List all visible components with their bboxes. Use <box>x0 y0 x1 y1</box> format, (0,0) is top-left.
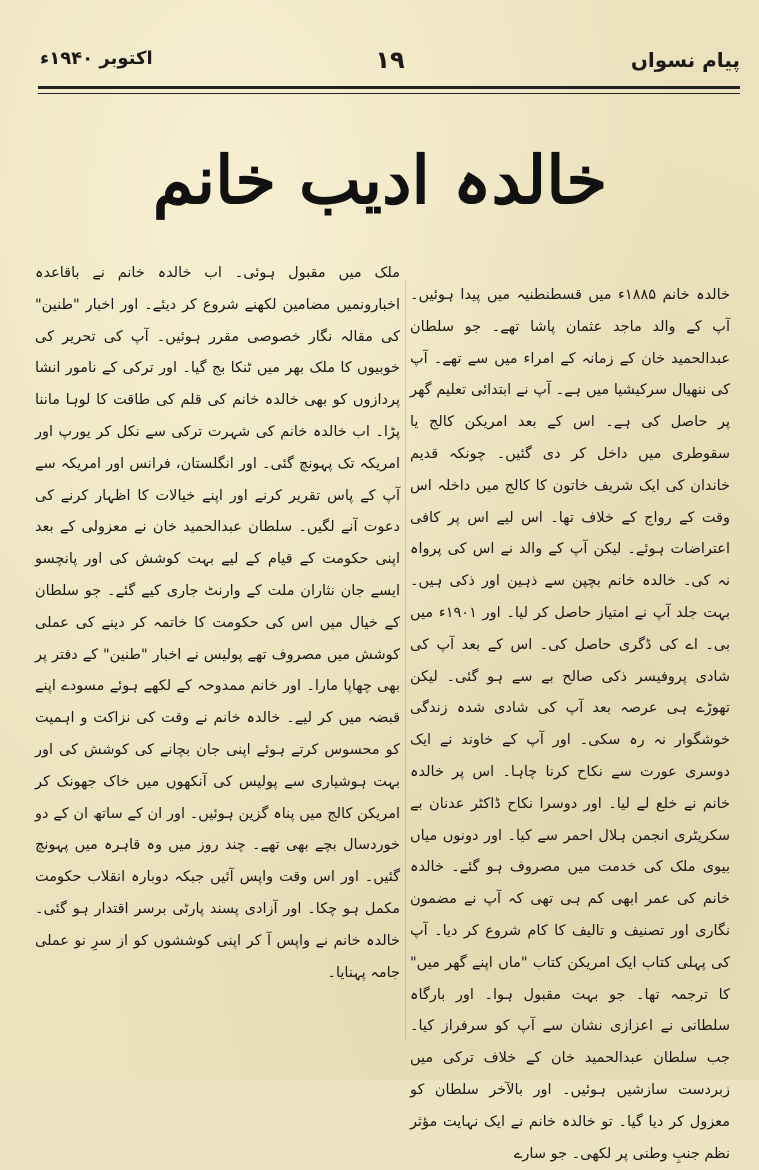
column-left-text: ملک میں مقبول ہوئی۔ اب خالدہ خانم نے باقاعدہ اخبارونمیں مضامین لکھنے شروع کر دیئے۔ اور اخبار "طنین" کی مقالہ نگار خصوصی مقرر ہوئیں۔ آپ کی تحریر کی خوبیوں کا ملک بھر میں ٹنکا بج گیا۔ اور ترکی کے نامور انشا پردازوں کو بھی خالدہ خانم کی قلم کی طاقت کا لوہا ماننا پڑا۔ اب خالدہ خانم کی شہرت ترکی سے نکل کر یورپ اور امریکہ تک پہونچ گئی۔ اور انگلستان، فرانس اور امریکہ سے آپ کے پاس تقریر کرنے اور اپنے خیالات کا اظہار کرنے کی دعوت آنے لگیں۔ سلطان عبدالحمید خان نے معزولی کے بعد اپنی حکومت کے قیام کے لیے بہت کوشش کی اور پانچسو ایسے جان نثاران ملت کے وارنٹ جاری کیے گئے۔ جو سلطان کے خیال میں اس کی حکومت کا خاتمہ کر دینے کی عملی کوشش میں مصروف تھے پولیس نے اخبار "طنین" کے دفتر پر بھی چھاپا مارا۔ اور خانم ممدوحہ کے لکھے ہوئے مسودے اپنے قبضہ میں کر لیے۔ خالدہ خانم نے وقت کی نزاکت و اہمیت کو محسوس کرتے ہوئے اپنی جان بچانے کی کوشش کی اور بہت ہوشیاری سے پولیس کی آنکھوں میں خاک جھونک کر امریکن کالج میں پناہ گزین ہوئیں۔ اور ان کے ساتھ ان کے دو خوردسال بچے بھی تھے۔ چند روز میں وہ قاہرہ میں پہونچ گئیں۔ اور اس وقت واپس آئیں جبکہ دوبارہ انقلاب حکومت مکمل ہو چکا۔ اور آزادی پسند پارٹی برسر اقتدار ہو گئی۔ خالدہ خانم نے واپس آ کر اپنی کوششوں کو از سرِ نو عملی جامہ پہنایا۔ <box>35 265 400 981</box>
article-column-left <box>35 258 400 989</box>
page-number: ۱۹ <box>375 46 405 74</box>
header-rule-thin <box>38 93 740 94</box>
column-divider <box>405 280 406 1040</box>
page-header <box>40 40 740 90</box>
article-title: خالدہ ادیب خانم <box>152 141 608 219</box>
column-right-text: خالدہ خانم ۱۸۸۵ء میں قسطنطنیہ میں پیدا ہوئیں۔ آپ کے والد ماجد عثمان پاشا تھے۔ جو سلطان عبدالحمید خان کے زمانہ کے امراء میں سے تھے۔ آپ کی ننھیال سرکیشیا میں ہے۔ آپ نے ابتدائی تعلیم گھر پر حاصل کی ہے۔ اس کے بعد امریکن کالج یا سقوطری میں داخل کر دی گئیں۔ چونکہ قدیم خاندان کی ایک شریف خاتون کا کالج میں داخلہ اس وقت کے رواج کے خلاف تھا۔ اس لیے اس پر کافی اعتراضات ہوئے۔ لیکن آپ کے والد نے اس کی پرواہ نہ کی۔ خالدہ خانم بچپن سے ذہین اور ذکی ہیں۔ بہت جلد آپ نے امتیاز حاصل کر لیا۔ اور ۱۹۰۱ء میں بی۔ اے کی ڈگری حاصل کی۔ اس کے بعد آپ کی شادی پروفیسر ذکی صالح بے سے ہو گئی۔ لیکن تھوڑے ہی عرصہ بعد آپ کی شادی شدہ زندگی خوشگوار نہ رہ سکی۔ اور آپ کے خاوند نے ایک دوسری عورت سے نکاح کرنا چاہا۔ اس پر خالدہ خانم نے خلع لے لیا۔ اور دوسرا نکاح ڈاکٹر عدنان بے سکریٹری انجمن ہلال احمر سے کیا۔ اور دونوں میاں بیوی ملک کی خدمت میں مصروف ہو گئے۔ خالدہ خانم کی عمر ابھی کم ہی تھی کہ آپ نے مضمون نگاری اور تصنیف و تالیف کا کام شروع کر دیا۔ آپ کی پہلی کتاب ایک امریکن کتاب "ماں اپنے گھر میں" کا ترجمہ تھا۔ جو بہت مقبول ہوا۔ اور بارگاہ سلطانی نے اعزازی نشان سے آپ کو سرفراز کیا۔ جب سلطان عبدالحمید خان کے خلاف ترکی میں زبردست سازشیں ہوئیں۔ اور بالآخر سلطان کو معزول کر دیا گیا۔ تو خالدہ خانم نے ایک نہایت مؤثر نظم جنبِ وطنی پر لکھی۔ جو سارے <box>410 287 730 1162</box>
magazine-name: پیام نسواں <box>630 48 740 72</box>
header-rule-thick <box>38 86 740 89</box>
article-column-right <box>410 280 730 1170</box>
issue-date: اکتوبر ۱۹۴۰ء <box>40 48 153 69</box>
